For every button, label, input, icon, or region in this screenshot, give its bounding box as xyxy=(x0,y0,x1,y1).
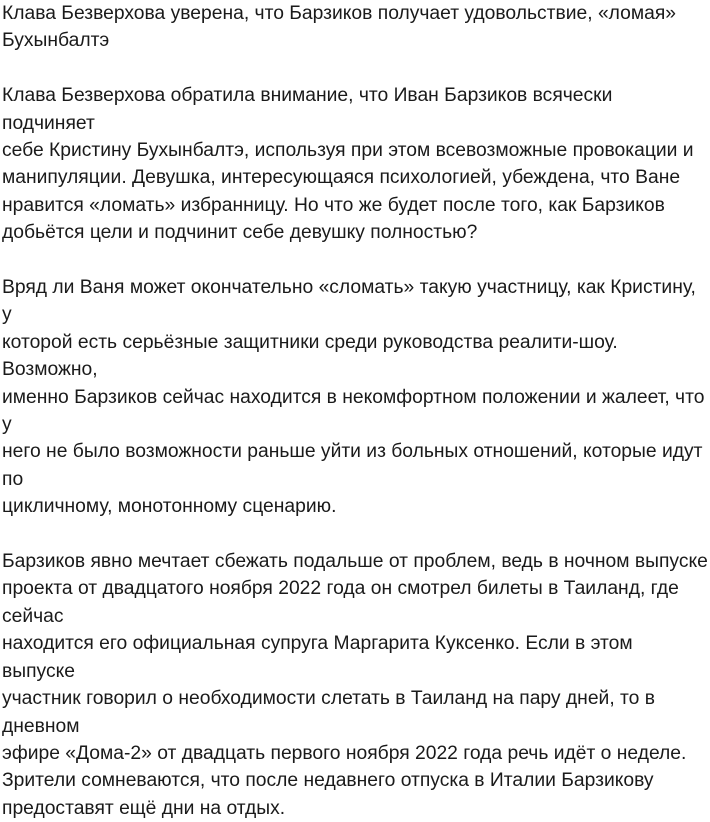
article xyxy=(2,0,708,822)
article-title: Клава Безверхова уверена, что Барзиков получает удовольствие, «ломая» Бухынбалтэ xyxy=(2,3,676,52)
article-paragraph: Клава Безверхова обратила внимание, что Иван Барзиков всячески подчиняет себе Кристину Бухынбалтэ, используя при этом всевозможные провокации и манипуляции. Девушка, интересующаяся психологией, убеждена, что Ване нравится «ломать» избранницу. Но что же будет после того, как Барзиков добьётся цели и подчинит себе девушку полностью? xyxy=(2,85,694,244)
article-paragraph: Барзиков явно мечтает сбежать подальше от проблем, ведь в ночном выпуске проекта от двадцатого ноября 2022 года он смотрел билеты в Таиланд, где сейчас находится его официальная супруга Маргарита Куксенко. Если в этом выпуске участник говорил о необходимости слетать в Таиланд на пару дней, то в дневном эфире «Дома-2» от двадцать первого ноября 2022 года речь идёт о неделе. Зрители сомневаются, что после недавнего отпуска в Италии Барзикову предоставят ещё дни на отдых. xyxy=(2,551,708,819)
article-paragraph: Вряд ли Ваня может окончательно «сломать» такую участницу, как Кристину, у которой есть серьёзные защитники среди руководства реалити-шоу. Возможно, именно Барзиков сейчас находится в некомфортном положении и жалеет, что у него не было возможности раньше уйти из больных отношений, которые идут по цикличному, монотонному сценарию. xyxy=(2,277,705,518)
